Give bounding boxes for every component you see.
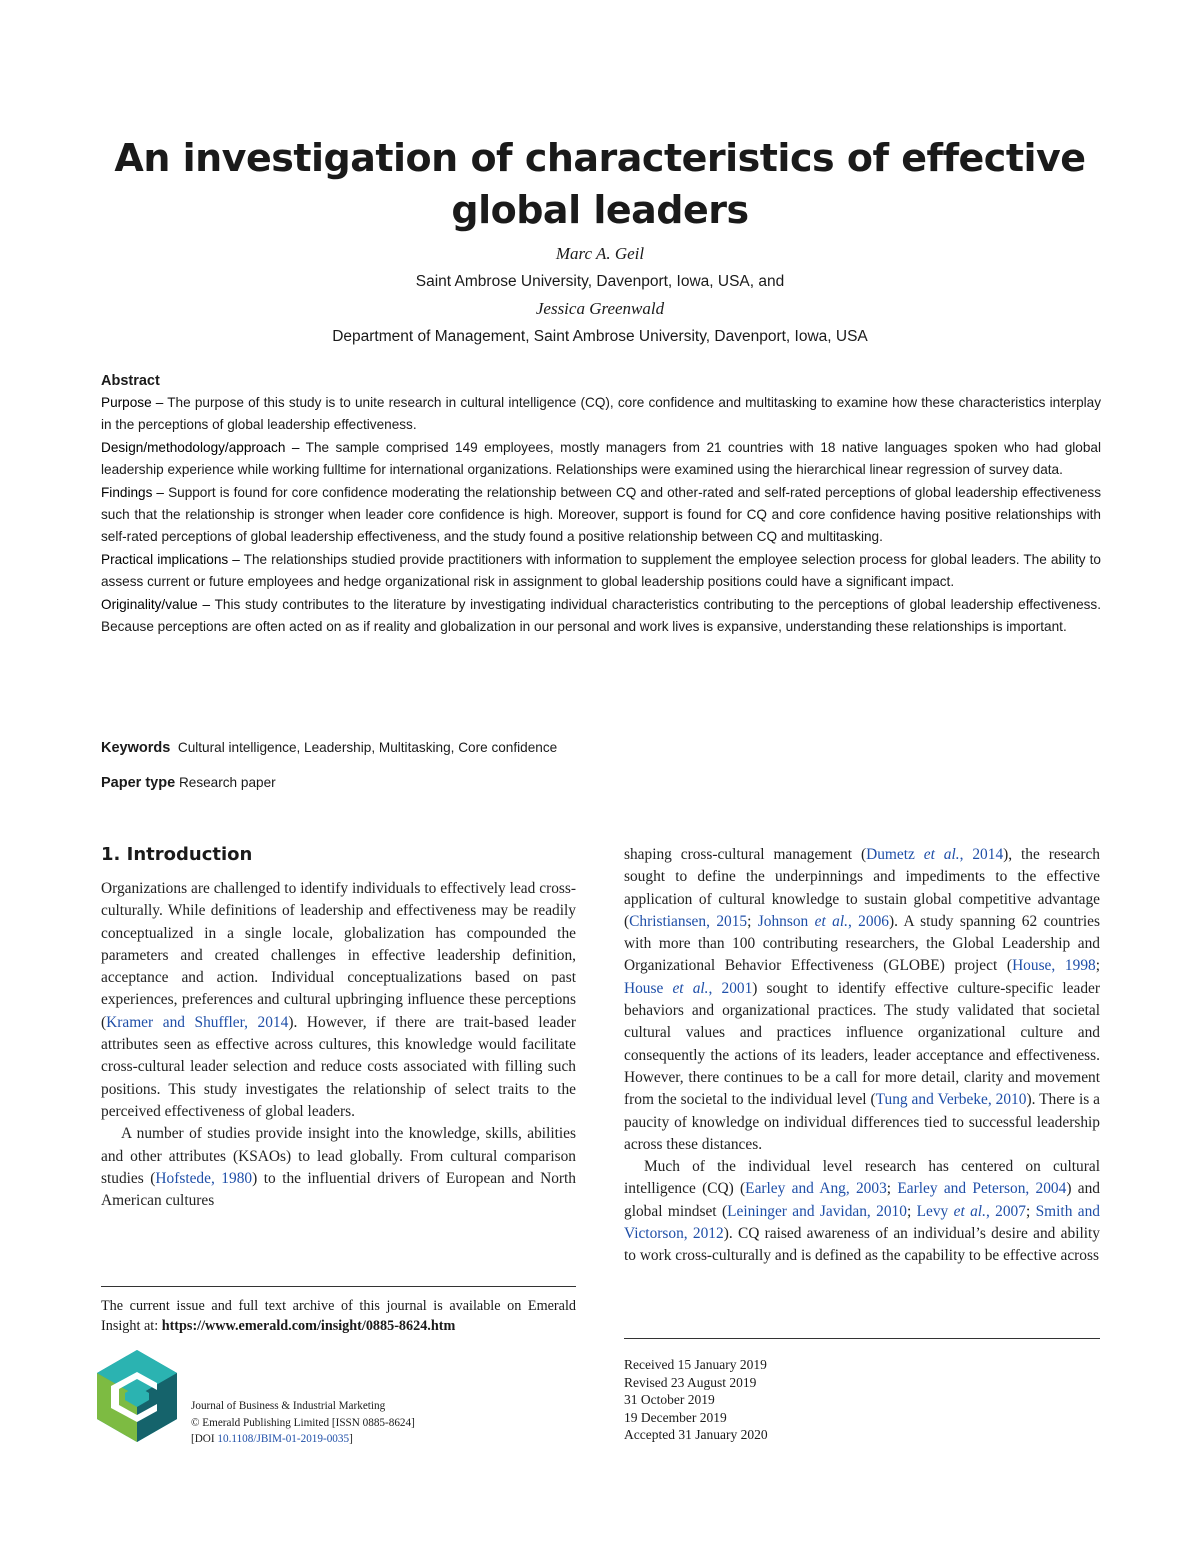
date-revised: Revised 23 August 2019 — [624, 1374, 757, 1390]
footnote — [101, 1296, 576, 1336]
doi-link[interactable]: 10.1108/JBIM-01-2019-0035 — [217, 1433, 350, 1445]
citation-link[interactable]: Tung and Verbeke, 2010 — [875, 1091, 1027, 1109]
emerald-logo-icon — [97, 1350, 177, 1442]
article-dates — [624, 1356, 768, 1444]
paper-type-text: Research paper — [178, 775, 276, 790]
author-affiliation-1: Saint Ambrose University, Davenport, Iowa, USA, and — [415, 273, 785, 290]
journal-info — [191, 1398, 415, 1448]
keywords-text: Cultural intelligence, Leadership, Multitasking, Core confidence — [177, 740, 558, 755]
footnote-divider — [101, 1286, 576, 1287]
body-paragraph: Much of the individual level research has centered on cultural intelligence (CQ) (Earley and Ang, 2003; Earley and Peterson, 2004) and global mindset (Leininger and Javidan, 2010; Levy et al., 2007; Smith and Victorson, 2012). CQ raised awareness of an individual’s desire and ability to work cross-culturally and is defined as the capability to be effective across — [624, 1158, 1101, 1265]
dates-divider — [624, 1338, 1100, 1339]
abstract-purpose — [101, 392, 1101, 437]
citation-link[interactable]: House, 1998 — [1012, 957, 1096, 975]
body-paragraph: Organizations are challenged to identify individuals to effectively lead cross-culturally. While definitions of leadership and effectiveness may be readily conceptualized in a single locale, globalization has compounded the parameters and created challenges in effective leadership definition, acceptance and action. Individual conceptualizations based on past experiences, preferences and cultural upbringing influence these perceptions (Kramer and Shuffler, 2014). However, if there are trait-based leader attributes seen as effective across cultures, this knowledge would facilitate cross-cultural leader selection and reduce costs associated with filling such positions. This study investigates the relationship of select traits to the perceived effectiveness of global leaders. — [101, 880, 577, 1120]
introduction-heading: 1. Introduction — [101, 844, 253, 865]
citation-link[interactable]: Levy et al., 2007 — [916, 1202, 1026, 1220]
author-name-2: Jessica Greenwald — [535, 299, 665, 318]
footnote-text: The current issue and full text archive of this journal is available on Emerald Insight at: — [101, 1298, 576, 1334]
journal-name: Journal of Business & Industrial Marketing — [191, 1400, 386, 1412]
abstract-findings — [101, 482, 1101, 549]
keywords — [101, 740, 1101, 756]
citation-link[interactable]: House et al., 2001 — [624, 979, 753, 997]
abstract-text: The relationships studied provide practitioners with information to supplement the employee selection process for global leaders. The ability to assess current or future employees and hedge organizational risk in assignment to global leadership positions could have a significant impact. — [101, 551, 1101, 590]
abstract-practical-implications — [101, 549, 1101, 594]
date-revised: 31 October 2019 — [624, 1392, 715, 1408]
paper-type — [101, 775, 1101, 791]
date-received: Received 15 January 2019 — [624, 1357, 767, 1372]
citation-link[interactable]: Johnson et al., 2006 — [757, 912, 889, 930]
abstract-label: Design/methodology/approach – — [101, 439, 300, 455]
body-column-left — [101, 878, 576, 1212]
abstract-text: This study contributes to the literature by investigating individual characteristics contributing to the perceptions of global leadership effectiveness. Because perceptions are often acted on as if reality and globalization in our personal and work lives is expansive, understanding these relationships is important. — [101, 596, 1101, 635]
date-accepted: Accepted 31 January 2020 — [624, 1427, 768, 1443]
citation-link[interactable]: Kramer and Shuffler, 2014 — [106, 1013, 289, 1031]
date-revised: 19 December 2019 — [624, 1409, 727, 1425]
abstract-label: Purpose – — [101, 395, 164, 410]
keywords-label: Keywords — [101, 740, 171, 756]
abstract-text: Support is found for core confidence moderating the relationship between CQ and other-rated and self-rated perceptions of global leadership effectiveness such that the relationship is stronger when leader core confidence is high. Moreover, support is found for CQ and core confidence having positive relationships with self-rated perceptions of global leadership effectiveness, and the study found a positive relationship between CQ and multitasking. — [101, 484, 1102, 545]
paper-title: An investigation of characteristics of effective global leaders — [114, 136, 1086, 232]
citation-link[interactable]: Christiansen, 2015 — [629, 912, 748, 930]
citation-link[interactable]: Dumetz et al., 2014 — [866, 846, 1004, 863]
abstract-text: The sample comprised 149 employees, mostly managers from 21 countries with 18 native languages spoken who had global leadership experience while working fulltime for international organizations. Relationships were examined using the hierarchical linear regression of survey data. — [101, 439, 1101, 478]
body-paragraph: A number of studies provide insight into the knowledge, skills, abilities and other attributes (KSAOs) to lead globally. From cultural comparison studies (Hofstede, 1980) to the influential drivers of European and North American cultures — [101, 1125, 576, 1210]
abstract — [101, 370, 1101, 638]
abstract-label: Findings – — [101, 484, 164, 500]
author-affiliation-2: Department of Management, Saint Ambrose University, Davenport, Iowa, USA — [332, 328, 868, 345]
citation-link[interactable]: Earley and Ang, 2003 — [745, 1180, 887, 1198]
author-name-1: Marc A. Geil — [555, 244, 645, 263]
abstract-design — [101, 437, 1101, 482]
abstract-heading: Abstract — [101, 373, 160, 389]
citation-link[interactable]: Hofstede, 1980 — [155, 1169, 253, 1187]
citation-link[interactable]: Leininger and Javidan, 2010 — [727, 1202, 907, 1220]
abstract-label: Originality/value – — [101, 596, 211, 612]
journal-doi: [DOI 10.1108/JBIM-01-2019-0035] — [191, 1433, 353, 1445]
paper-type-label: Paper type — [101, 775, 176, 791]
abstract-label: Practical implications – — [101, 551, 240, 567]
abstract-originality — [101, 594, 1101, 639]
citation-link[interactable]: Smith and Victorson, 2012 — [624, 1202, 1101, 1243]
journal-url-link[interactable]: https://www.emerald.com/insight/0885-8624.htm — [161, 1318, 456, 1334]
journal-copyright: © Emerald Publishing Limited [ISSN 0885-8624] — [191, 1416, 415, 1429]
citation-link[interactable]: Earley and Peterson, 2004 — [897, 1180, 1067, 1198]
body-column-right — [624, 844, 1100, 1268]
body-paragraph: shaping cross-cultural management (Dumetz et al., 2014), the research sought to define the underpinnings and impediments to the effective application of cultural knowledge to sustain global competitive advantage (Christiansen, 2015; Johnson et al., 2006). A study spanning 62 countries with more than 100 contributing researchers, the Global Leadership and Organizational Behavior Effectiveness (GLOBE) project (House, 1998; House et al., 2001) sought to identify effective culture-specific leader behaviors and organizational practices. The study validated that societal cultural values and practices influence organizational culture and consequently the actions of its leaders, leader acceptance and effectiveness. However, there continues to be a call for more detail, clarity and movement from the societal to the individual level (Tung and Verbeke, 2010). There is a paucity of knowledge on individual differences tied to successful leadership across these distances. — [624, 846, 1101, 1153]
abstract-text: The purpose of this study is to unite research in cultural intelligence (CQ), core confidence and multitasking to examine how these characteristics interplay in the perceptions of global leadership effectiveness. — [101, 395, 1102, 433]
